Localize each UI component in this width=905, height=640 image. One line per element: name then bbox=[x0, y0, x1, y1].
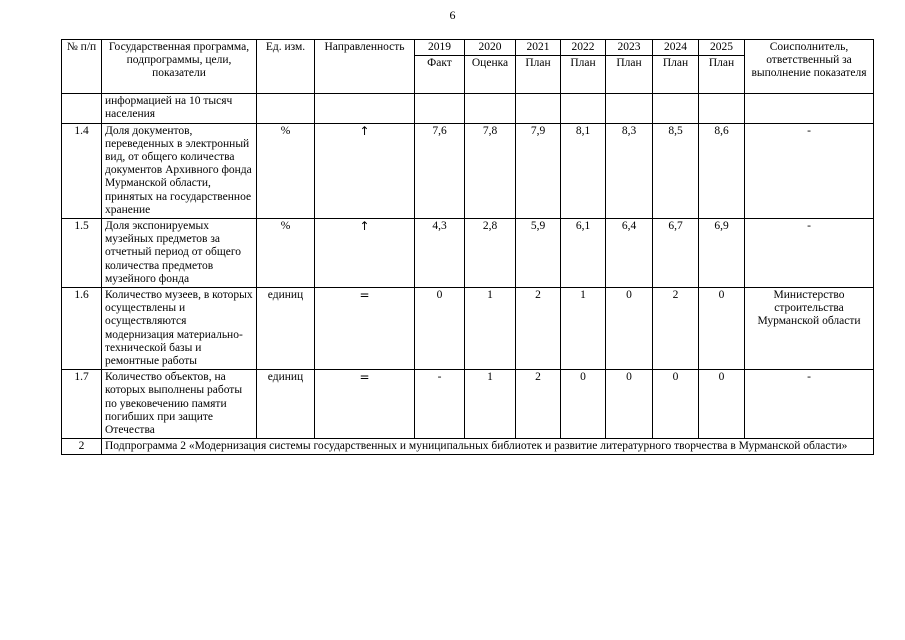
subprogram-title: Подпрограмма 2 «Модернизация системы государственных и муниципальных библиотек и развитие литературного творчества в Мурманской области» bbox=[102, 439, 874, 455]
up-arrow-icon: ↑ bbox=[315, 123, 415, 218]
row-value: 1 bbox=[465, 370, 516, 439]
table-row bbox=[62, 219, 874, 288]
continuation-text: информацией на 10 тысяч населения bbox=[102, 94, 257, 123]
row-responsible: - bbox=[745, 370, 874, 439]
row-value: 2 bbox=[653, 288, 699, 370]
equals-sign-icon: = bbox=[315, 370, 415, 439]
header-year: 2023 bbox=[606, 40, 653, 56]
row-responsible: - bbox=[745, 219, 874, 288]
row-unit: % bbox=[257, 219, 315, 288]
row-value: 7,6 bbox=[415, 123, 465, 218]
row-unit: единиц bbox=[257, 370, 315, 439]
subprogram-row bbox=[62, 439, 874, 455]
header-program: Государственная программа, подпрограммы, цели, показатели bbox=[102, 40, 257, 94]
row-name: Количество музеев, в которых осуществлены и осуществляются модернизация материально-технической базы и ремонтные работы bbox=[102, 288, 257, 370]
row-value: 2,8 bbox=[465, 219, 516, 288]
row-name: Доля документов, переведенных в электронный вид, от общего количества документов Архивного фонда Мурманской области, принятых на государственное хранение bbox=[102, 123, 257, 218]
page-number: 6 bbox=[449, 8, 456, 22]
row-value: 0 bbox=[606, 370, 653, 439]
row-name: Доля экспонируемых музейных предметов за отчетный период от общего количества предметов музейного фонда bbox=[102, 219, 257, 288]
row-responsible: Министерство строительства Мурманской области bbox=[745, 288, 874, 370]
row-value: 2 bbox=[516, 370, 561, 439]
header-year: 2021 bbox=[516, 40, 561, 56]
table-row bbox=[62, 288, 874, 370]
header-year-type: Оценка bbox=[465, 56, 516, 94]
row-value: 0 bbox=[561, 370, 606, 439]
header-year: 2019 bbox=[415, 40, 465, 56]
row-unit: % bbox=[257, 123, 315, 218]
continuation-row bbox=[62, 94, 874, 123]
header-direction: Направленность bbox=[315, 40, 415, 94]
row-value: 0 bbox=[699, 288, 745, 370]
header-unit: Ед. изм. bbox=[257, 40, 315, 94]
row-value: 5,9 bbox=[516, 219, 561, 288]
subprogram-num: 2 bbox=[62, 439, 102, 455]
header-year: 2024 bbox=[653, 40, 699, 56]
row-value: 7,8 bbox=[465, 123, 516, 218]
header-year-type: План bbox=[516, 56, 561, 94]
row-value: 0 bbox=[415, 288, 465, 370]
row-value: 7,9 bbox=[516, 123, 561, 218]
row-num: 1.4 bbox=[62, 123, 102, 218]
row-value: 0 bbox=[699, 370, 745, 439]
row-value: - bbox=[415, 370, 465, 439]
header-year-type: Факт bbox=[415, 56, 465, 94]
table-row bbox=[62, 370, 874, 439]
equals-sign-icon: = bbox=[315, 288, 415, 370]
row-value: 6,9 bbox=[699, 219, 745, 288]
row-num: 1.7 bbox=[62, 370, 102, 439]
header-year-type: План bbox=[561, 56, 606, 94]
header-row-years bbox=[62, 40, 874, 56]
header-num: № п/п bbox=[62, 40, 102, 94]
row-value: 6,1 bbox=[561, 219, 606, 288]
row-value: 1 bbox=[465, 288, 516, 370]
row-value: 4,3 bbox=[415, 219, 465, 288]
row-value: 0 bbox=[653, 370, 699, 439]
row-num: 1.5 bbox=[62, 219, 102, 288]
row-value: 6,4 bbox=[606, 219, 653, 288]
row-unit: единиц bbox=[257, 288, 315, 370]
row-value: 8,6 bbox=[699, 123, 745, 218]
row-num: 1.6 bbox=[62, 288, 102, 370]
row-value: 8,5 bbox=[653, 123, 699, 218]
row-value: 6,7 bbox=[653, 219, 699, 288]
table-row bbox=[62, 123, 874, 218]
row-value: 2 bbox=[516, 288, 561, 370]
row-name: Количество объектов, на которых выполнены работы по увековечению памяти погибших при защите Отечества bbox=[102, 370, 257, 439]
row-value: 8,3 bbox=[606, 123, 653, 218]
header-responsible: Соисполнитель, ответственный за выполнение показателя bbox=[745, 40, 874, 94]
header-year-type: План bbox=[606, 56, 653, 94]
header-year: 2022 bbox=[561, 40, 606, 56]
header-year-type: План bbox=[653, 56, 699, 94]
indicators-table bbox=[61, 39, 874, 455]
row-responsible: - bbox=[745, 123, 874, 218]
header-year: 2020 bbox=[465, 40, 516, 56]
row-value: 0 bbox=[606, 288, 653, 370]
header-year-type: План bbox=[699, 56, 745, 94]
row-value: 1 bbox=[561, 288, 606, 370]
header-year: 2025 bbox=[699, 40, 745, 56]
up-arrow-icon: ↑ bbox=[315, 219, 415, 288]
row-value: 8,1 bbox=[561, 123, 606, 218]
